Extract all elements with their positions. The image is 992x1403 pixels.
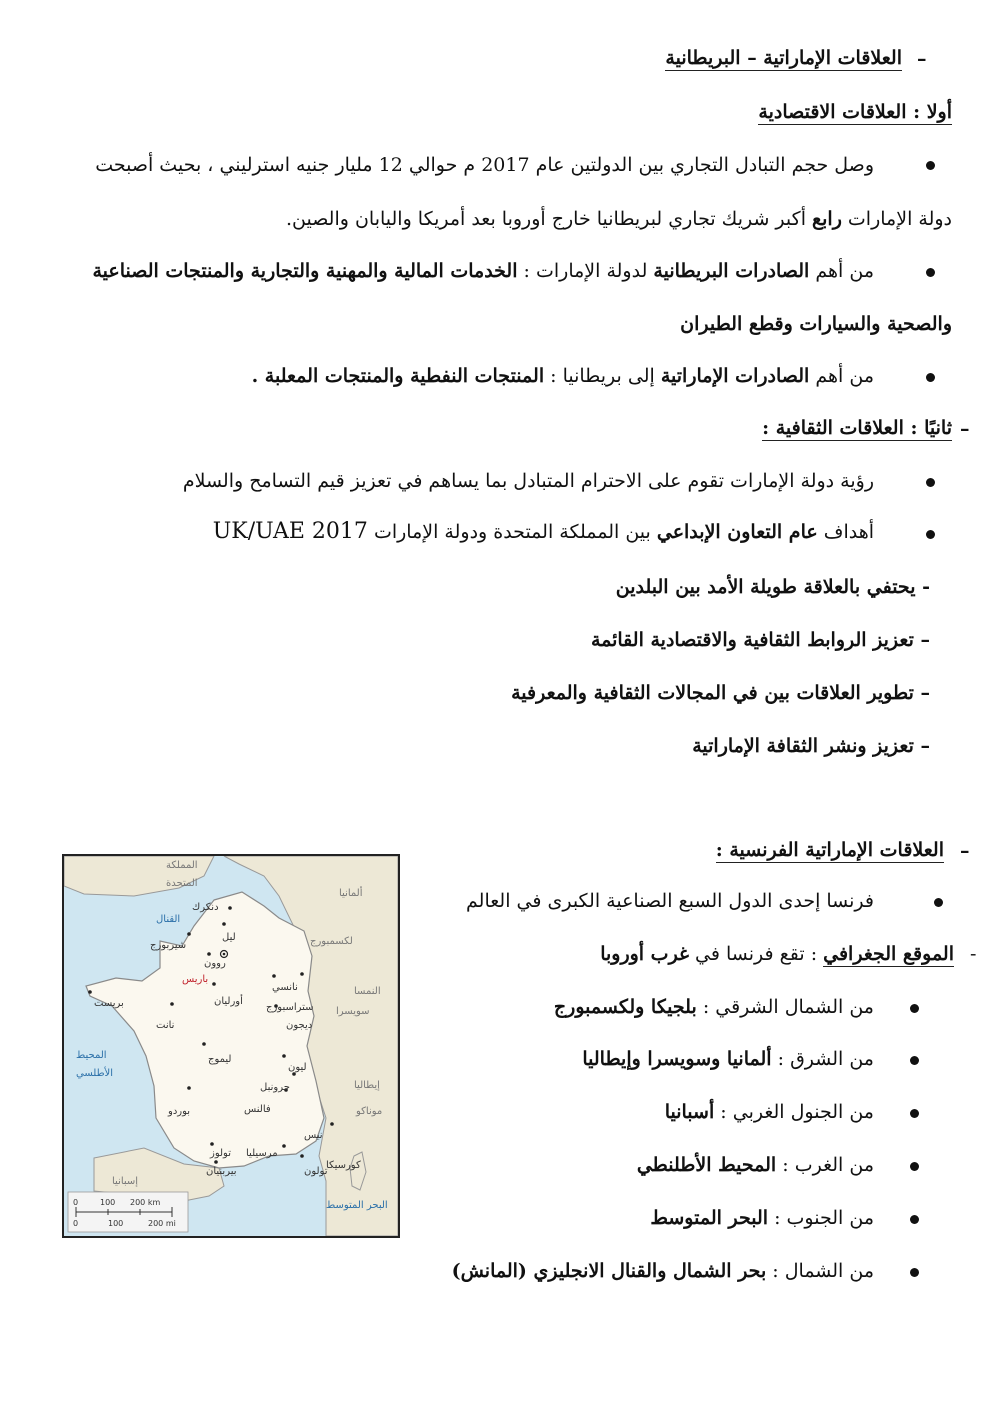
bullet [934,898,943,907]
border-item: من الشرق : ألمانيا وسويسرا وإيطاليا [582,1048,874,1070]
scale-km-1: 100 [100,1198,116,1207]
france-map-svg [64,856,398,1236]
subheading-cultural: ثانيًا : العلاقات الثقافية : [762,417,952,439]
section-heading-france: العلاقات الإماراتية الفرنسية : [715,839,944,861]
bullet [926,268,935,277]
lux-label: لكسمبورج [310,936,353,947]
italy-label: إيطاليا [354,1080,380,1091]
paragraph-line: وصل حجم التبادل التجاري بين الدولتين عام 2017 م حوالي 12 مليار جنيه استرليني ، بحيث أصبحت [95,154,874,176]
scale-mi-0: 0 [73,1219,79,1228]
uk-label-1: المملكة [166,860,198,871]
monaco-label: موناكو [356,1106,383,1117]
city-limoges: ليموج [208,1054,232,1065]
paragraph-line: من أهم الصادرات الإماراتية إلى بريطانيا : المنتجات النفطية والمنتجات المعلبة . [251,365,874,387]
city-grenoble: جرونبل [260,1082,290,1093]
bullet [910,1004,919,1013]
city-perpignan: بيربنيان [206,1166,237,1177]
bullet [926,373,935,382]
scale-mi-1: 100 [108,1219,124,1228]
city-paris: باريس [182,974,209,985]
city-toulouse: تولوز [210,1148,231,1159]
paragraph-line: أهداف عام التعاون الإبداعي بين المملكة المتحدة ودولة الإمارات UK/UAE 2017 [212,519,874,544]
border-item: من الشمال : بحر الشمال والقنال الانجليزي (المانش) [451,1260,874,1282]
austria-label: النمسا [354,986,381,997]
city-nice: نيس [304,1130,323,1141]
bullet [926,478,935,487]
atlantic-label-1: المحيط [76,1050,107,1061]
city-orleans: أورليان [214,996,243,1007]
geo-location: الموقع الجغرافي : تقع فرنسا في غرب أوروبا [600,943,954,965]
bullet [910,1215,919,1224]
heading-dash: – [917,48,927,70]
heading-dash: – [960,840,970,862]
city-nantes: نانت [156,1020,175,1031]
city-strasbourg: ستراسبورج [266,1002,314,1013]
atlantic-label-2: الأطلسي [76,1068,114,1079]
section-heading: العلاقات الإماراتية – البريطانية [665,47,902,69]
france-map [62,854,400,1238]
bullet [910,1268,919,1277]
med-label: البحر المتوسط [326,1200,388,1211]
bullet [926,530,935,539]
city-valence: فالنس [244,1104,271,1115]
city-rouen: روون [204,958,226,969]
goal-item: – تعزيز الروابط الثقافية والاقتصادية القائمة [590,629,930,651]
scale-km-2: 200 km [130,1198,161,1207]
border-item: من الجنول الغربي : أسبانيا [664,1101,874,1123]
city-dunkirk: دنكرك [192,902,219,913]
channel-label: القنال [156,914,181,925]
city-nancy: نانسي [272,982,298,993]
spain-label: إسبانيا [112,1176,139,1187]
city-lyon: ليون [288,1062,307,1073]
bullet [910,1056,919,1065]
city-bordeaux: بوردو [168,1106,191,1117]
city-toulon: تولون [304,1166,328,1177]
heading-dash: - [970,943,977,965]
city-cherbourg: شيربورج [150,940,187,951]
city-dijon: ديجون [286,1020,313,1031]
city-lille: ليل [222,932,236,943]
subheading-economic: أولا : العلاقات الاقتصادية [758,101,952,123]
paragraph-line: دولة الإمارات رابع أكبر شريك تجاري لبريطانيا خارج أوروبا بعد أمريكا واليابان والصين. [285,208,952,230]
germany-label: ألمانيا [339,888,363,899]
swiss-label: سويسرا [336,1006,370,1017]
goal-item: - يحتفي بالعلاقة طويلة الأمد بين البلدين [615,576,930,598]
paragraph-line: فرنسا إحدى الدول السبع الصناعية الكبرى في العالم [466,890,874,912]
paragraph-line: والصحية والسيارات وقطع الطيران [680,313,952,335]
border-item: من الجنوب : البحر المتوسط [650,1207,874,1229]
scale-km-0: 0 [73,1198,79,1207]
uk-label-2: المتحدة [166,878,198,889]
bullet [926,161,935,170]
corsica-label: كورسيكا [326,1160,361,1171]
bullet [910,1109,919,1118]
bullet [910,1162,919,1171]
paragraph-line: رؤية دولة الإمارات تقوم على الاحترام المتبادل بما يساهم في تعزيز قيم التسامح والسلام [182,470,874,492]
border-item: من الغرب : المحيط الأطلنطي [636,1154,874,1176]
heading-dash: – [960,418,970,440]
city-marseille: مرسيليا [246,1148,278,1159]
city-brest: بريست [94,998,124,1009]
paragraph-line: من أهم الصادرات البريطانية لدولة الإمارات : الخدمات المالية والمهنية والتجارية والمنتجات الصناعية [92,260,874,282]
goal-item: – تعزيز ونشر الثقافة الإماراتية [692,735,930,757]
scale-mi-2: 200 mi [148,1219,176,1228]
border-item: من الشمال الشرقي : بلجيكا ولكسمبورج [553,996,874,1018]
goal-item: – تطوير العلاقات بين في المجالات الثقافية والمعرفية [511,682,930,704]
